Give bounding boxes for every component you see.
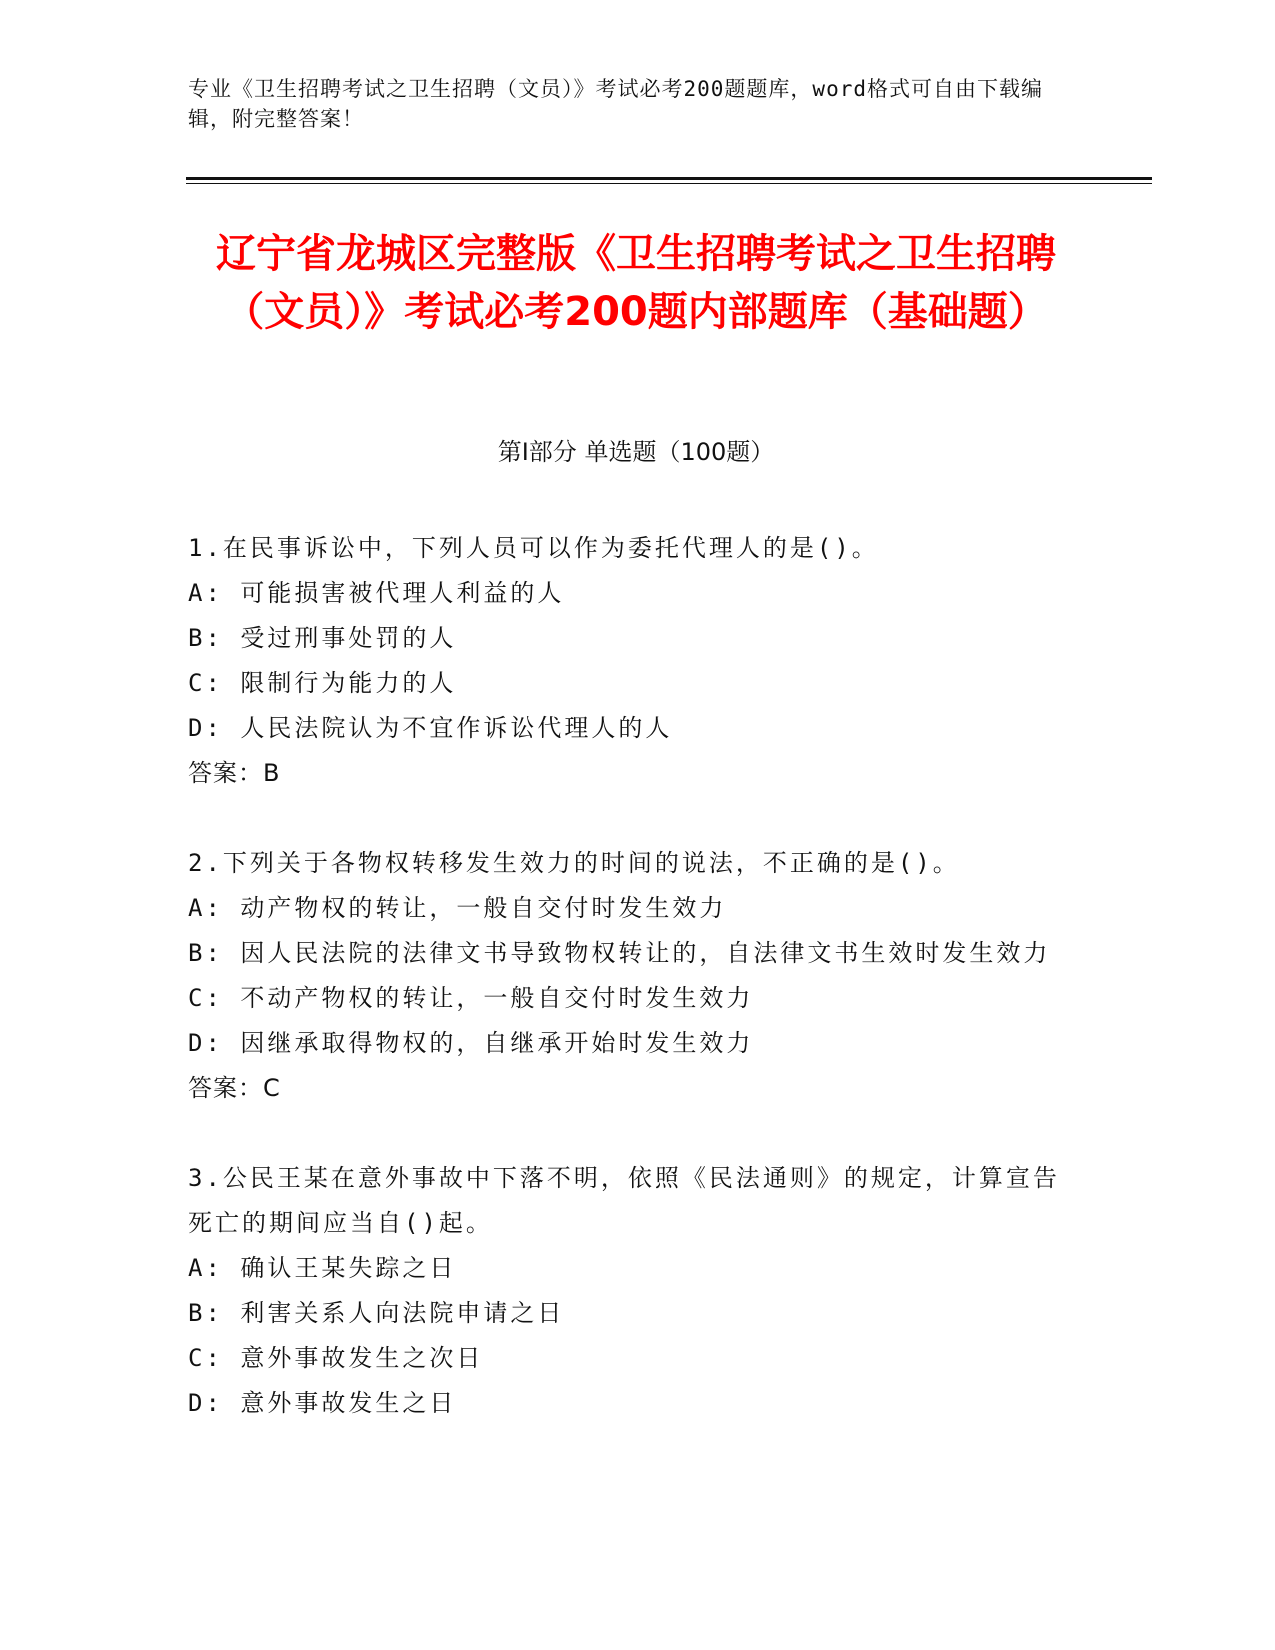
option-c: C: 限制行为能力的人 [188,669,457,697]
header-rule-thick [186,177,1152,180]
option-c: C: 不动产物权的转让，一般自交付时发生效力 [188,984,754,1012]
answer: 答案：C [188,1074,281,1102]
option-d: D: 人民法院认为不宜作诉讼代理人的人 [188,714,673,742]
option-b: B: 因人民法院的法律文书导致物权转让的，自法律文书生效时发生效力 [188,939,1051,967]
header-rule-thin [186,183,1152,184]
question-stem: 2.下列关于各物权转移发生效力的时间的说法，不正确的是()。 [188,849,960,877]
option-a: A: 确认王某失踪之日 [188,1254,457,1282]
section-title: 第I部分 单选题（100题） [497,438,775,466]
document-title: 辽宁省龙城区完整版《卫生招聘考试之卫生招聘（文员）》考试必考200题内部题库（基础题） [216,231,1056,335]
question-item [188,1156,1068,1426]
header-note: 专业《卫生招聘考试之卫生招聘（文员）》考试必考200题题库，word格式可自由下载编辑，附完整答案！ [188,77,1043,131]
answer: 答案：B [188,759,281,787]
option-b: B: 受过刑事处罚的人 [188,624,457,652]
option-b: B: 利害关系人向法院申请之日 [188,1299,565,1327]
question-stem: 3.公民王某在意外事故中下落不明，依照《民法通则》的规定，计算宣告死亡的期间应当自()起。 [188,1164,1060,1237]
question-item [188,526,1068,796]
question-list [188,526,1068,1471]
option-a: A: 可能损害被代理人利益的人 [188,579,565,607]
question-stem: 1.在民事诉讼中，下列人员可以作为委托代理人的是()。 [188,534,879,562]
question-item [188,841,1068,1111]
option-a: A: 动产物权的转让，一般自交付时发生效力 [188,894,727,922]
option-d: D: 因继承取得物权的，自继承开始时发生效力 [188,1029,754,1057]
option-d: D: 意外事故发生之日 [188,1389,457,1417]
option-c: C: 意外事故发生之次日 [188,1344,484,1372]
